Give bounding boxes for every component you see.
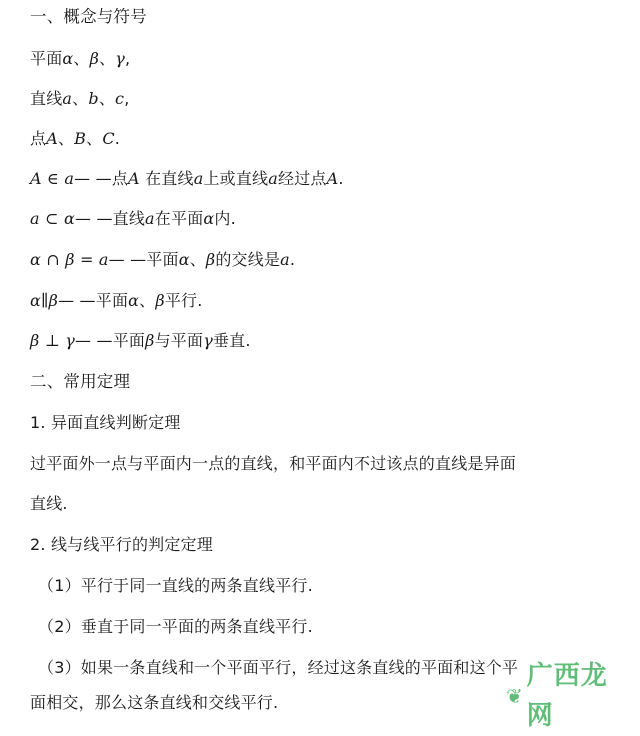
- text: 平面: [112, 331, 146, 350]
- symbol: B: [74, 129, 87, 148]
- symbol: a: [193, 169, 204, 188]
- theorem-1-body-cont: 直线.: [30, 494, 68, 513]
- text: .: [338, 169, 344, 188]
- text: 点: [30, 129, 47, 148]
- text: 、: [99, 49, 116, 68]
- text: 、: [72, 89, 89, 108]
- symbol: α: [30, 291, 42, 310]
- symbol: β: [155, 291, 165, 310]
- symbol: a: [30, 209, 40, 228]
- symbol: β: [30, 331, 40, 350]
- symbol: β: [205, 250, 216, 269]
- text: 、: [98, 89, 116, 108]
- text: 、: [139, 291, 156, 310]
- symbol: α: [62, 49, 74, 68]
- element-of-symbol: ∈: [41, 169, 65, 188]
- equals-symbol: =: [74, 250, 99, 269]
- text: 点: [111, 169, 129, 188]
- text: 直线: [30, 89, 63, 108]
- symbol: a: [280, 250, 290, 269]
- line-line-in-plane: [30, 208, 236, 230]
- symbol: α: [128, 291, 140, 310]
- symbol: A: [326, 169, 339, 188]
- section-title-concepts: 一、概念与符号: [30, 7, 147, 26]
- theorem-2-item-3-cont: 面相交，那么这条直线和交线平行.: [30, 693, 279, 712]
- intersection-symbol: ∩: [41, 250, 66, 269]
- text: 在平面: [154, 209, 204, 228]
- symbol: a: [98, 250, 109, 269]
- parallel-symbol: ∥: [41, 291, 49, 310]
- theorem-1-body: 过平面外一点与平面内一点的直线，和平面内不过该点的直线是异面: [30, 454, 517, 473]
- symbol: γ: [203, 331, 213, 350]
- text: 垂直.: [212, 331, 251, 350]
- theorem-2-item-1: （1）平行于同一直线的两条直线平行.: [38, 576, 313, 595]
- text: 、: [73, 49, 90, 68]
- symbol: a: [268, 169, 278, 188]
- text: 、: [57, 129, 75, 148]
- line-planes-perpendicular: [30, 330, 251, 352]
- symbol: α: [30, 250, 42, 269]
- text: 经过点: [278, 169, 327, 188]
- text: 平面: [95, 291, 129, 310]
- symbol: γ: [65, 331, 76, 350]
- theorem-2-item-3: （3）如果一条直线和一个平面平行，经过这条直线的平面和这个平: [38, 658, 519, 677]
- text: 平面: [146, 250, 179, 269]
- text: 与平面: [154, 331, 204, 350]
- symbol: a: [64, 169, 75, 188]
- text: 、: [189, 250, 206, 269]
- subset-symbol: ⊂: [39, 209, 64, 228]
- symbol: α: [63, 209, 75, 228]
- dash: — —: [74, 209, 113, 228]
- text: 内.: [214, 209, 236, 228]
- text: 直线: [112, 209, 146, 228]
- symbol: β: [65, 250, 75, 269]
- watermark: [506, 661, 634, 731]
- symbol: a: [62, 89, 73, 108]
- symbol: a: [145, 209, 155, 228]
- text: 平面: [30, 49, 63, 68]
- text: .: [114, 129, 121, 148]
- dash: — —: [75, 331, 113, 350]
- line-planes-parallel: [30, 290, 203, 312]
- theorem-2-title: 2. 线与线平行的判定定理: [30, 535, 213, 554]
- text: 在直线: [139, 169, 194, 188]
- symbol: α: [203, 209, 215, 228]
- watermark-text: 广西龙网: [526, 661, 608, 731]
- line-point-on-line: [30, 168, 344, 190]
- text: 上或直线: [203, 169, 269, 188]
- text: ,: [125, 49, 131, 68]
- dash: — —: [74, 169, 112, 188]
- watermark-leaf-icon: ❦: [506, 684, 523, 708]
- text: 平行.: [164, 291, 203, 310]
- symbol: γ: [115, 49, 126, 68]
- text: .: [289, 250, 296, 269]
- theorem-1-title: 1. 异面直线判断定理: [30, 413, 181, 432]
- symbol: c: [115, 89, 125, 108]
- symbol: A: [128, 169, 140, 188]
- text: ,: [124, 89, 130, 108]
- symbol: α: [178, 250, 190, 269]
- symbol: β: [145, 331, 155, 350]
- dash: — —: [108, 250, 147, 269]
- line-planes: [30, 48, 130, 70]
- symbol: β: [89, 49, 100, 68]
- perpendicular-symbol: ⊥: [39, 331, 66, 350]
- symbol: b: [88, 89, 99, 108]
- line-points: [30, 128, 120, 150]
- symbol: C: [102, 129, 115, 148]
- symbol: β: [48, 291, 59, 310]
- text: 、: [86, 129, 103, 148]
- text: 的交线是: [215, 250, 281, 269]
- section-title-theorems: 二、常用定理: [30, 372, 131, 391]
- line-plane-intersection: [30, 249, 295, 271]
- line-lines: [30, 88, 129, 110]
- symbol: A: [30, 169, 42, 188]
- theorem-2-item-2: （2）垂直于同一平面的两条直线平行.: [38, 617, 313, 636]
- dash: — —: [58, 291, 96, 310]
- symbol: A: [46, 129, 58, 148]
